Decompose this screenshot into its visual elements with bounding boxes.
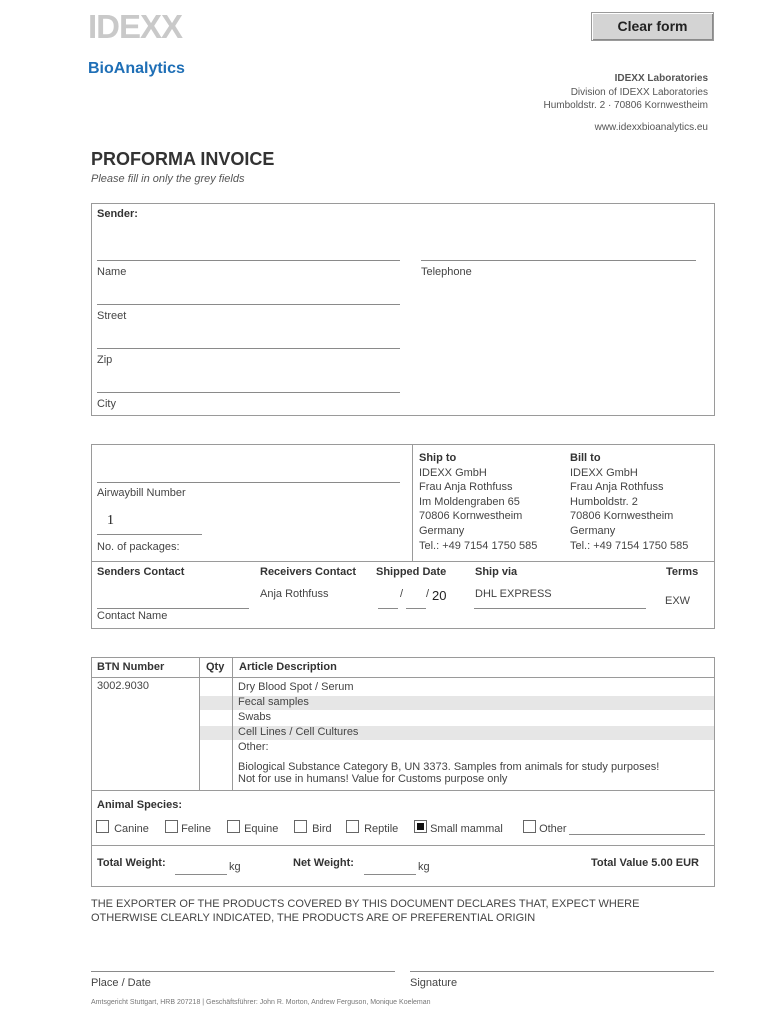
declaration-line: THE EXPORTER OF THE PRODUCTS COVERED BY THIS DOCUMENT DECLARES THAT, EXPECT WHERE [91, 898, 640, 910]
net-weight-input[interactable] [364, 856, 416, 875]
ship-to-line: Frau Anja Rothfuss [419, 481, 513, 494]
net-weight-unit: kg [418, 861, 430, 873]
bioanalytics-logo: BioAnalytics [88, 60, 185, 77]
legal-footer: Amtsgericht Stuttgart, HRB 207218 | Geschäftsführer: John R. Morton, Andrew Ferguson, Monique Koeleman [91, 999, 431, 1006]
reptile-checkbox[interactable] [346, 820, 359, 833]
sender-name-label: Name [97, 266, 127, 278]
shipped-date-year: 20 [432, 588, 447, 603]
airwaybill-label: Airwaybill Number [97, 487, 186, 499]
ship-to-heading: Ship to [419, 452, 457, 464]
btn-number-value: 3002.9030 [97, 680, 149, 692]
other-label: Other [539, 823, 567, 835]
total-weight-label: Total Weight: [97, 857, 166, 869]
small-mammal-label: Small mammal [430, 823, 503, 835]
terms-label: Terms [666, 566, 699, 578]
website-link[interactable]: www.idexxbioanalytics.eu [594, 122, 708, 133]
place-date-label: Place / Date [91, 977, 151, 989]
signature-input[interactable] [410, 953, 714, 972]
bill-to-block [570, 451, 688, 553]
airwaybill-input[interactable] [97, 462, 400, 483]
article-item [233, 696, 714, 710]
article-item-label: Other: [238, 741, 269, 753]
sender-street-input[interactable] [97, 284, 400, 305]
qty-header: Qty [206, 661, 225, 673]
sender-city-label: City [97, 398, 116, 410]
btn-number-header: BTN Number [97, 661, 165, 673]
article-item [233, 711, 714, 725]
sender-city-input[interactable] [97, 372, 400, 393]
senders-contact-input[interactable] [97, 588, 249, 609]
ship-via-value: DHL EXPRESS [475, 588, 552, 600]
bill-to-line: IDEXX GmbH [570, 466, 638, 479]
species-small-mammal[interactable] [414, 820, 503, 836]
company-name: IDEXX Laboratories [614, 73, 708, 84]
article-item [233, 726, 714, 740]
articles-header-divider [91, 677, 714, 678]
species-reptile[interactable] [346, 820, 398, 836]
company-address-block [543, 72, 708, 113]
article-description-header: Article Description [239, 661, 337, 673]
article-item-label: Fecal samples [238, 696, 309, 708]
reptile-label: Reptile [364, 823, 399, 835]
ship-to-line: Im Moldengraben 65 [419, 495, 520, 508]
company-division: Division of IDEXX Laboratories [570, 86, 708, 98]
bill-to-line: Frau Anja Rothfuss [570, 481, 664, 494]
bill-to-line: 70806 Kornwestheim [570, 510, 674, 523]
total-value: Total Value 5.00 EUR [591, 857, 700, 869]
page-title: PROFORMA INVOICE [91, 149, 275, 169]
ship-via-input[interactable] [474, 588, 646, 609]
equine-label: Equine [244, 823, 279, 835]
animal-species-label: Animal Species: [97, 799, 182, 811]
date-separator: / [400, 588, 404, 600]
receivers-contact-value: Anja Rothfuss [260, 588, 329, 600]
qty-cell[interactable] [200, 696, 232, 710]
sender-zip-label: Zip [97, 354, 113, 366]
species-canine[interactable] [96, 820, 149, 836]
feline-label: Feline [181, 823, 212, 835]
sender-telephone-input[interactable] [421, 240, 696, 261]
ship-to-line: Germany [419, 524, 465, 537]
canine-label: Canine [114, 823, 149, 835]
article-item [233, 681, 714, 695]
shipped-date-label: Shipped Date [376, 566, 447, 578]
packages-input[interactable] [97, 510, 202, 535]
other-checkbox[interactable] [523, 820, 536, 833]
article-item-label: Dry Blood Spot / Serum [238, 681, 354, 693]
place-date-input[interactable] [91, 953, 395, 972]
idexx-logo [88, 12, 230, 40]
article-item [233, 741, 714, 755]
senders-contact-label: Senders Contact [97, 566, 185, 578]
shipped-date-day-input[interactable] [378, 588, 398, 609]
clear-form-button[interactable]: Clear form [591, 12, 714, 41]
sender-zip-input[interactable] [97, 328, 400, 349]
sender-street-label: Street [97, 310, 127, 322]
packages-value: 1 [107, 513, 114, 528]
qty-cell[interactable] [200, 726, 232, 740]
sender-heading: Sender: [97, 208, 138, 220]
terms-value: EXW [665, 595, 691, 607]
bill-to-line: Germany [570, 524, 616, 537]
ship-to-line: Tel.: +49 7154 1750 585 [419, 539, 538, 552]
contact-name-label: Contact Name [97, 610, 168, 622]
bill-to-line: Humboldstr. 2 [570, 495, 638, 508]
species-bird[interactable] [294, 820, 332, 836]
customs-note-line: Biological Substance Category B, UN 3373. Samples from animals for study purposes! [238, 761, 660, 773]
small-mammal-checkbox[interactable] [414, 820, 427, 833]
sender-name-input[interactable] [97, 240, 400, 261]
species-equine[interactable] [227, 820, 278, 836]
bird-checkbox[interactable] [294, 820, 307, 833]
customs-note-line: Not for use in humans! Value for Customs purpose only [238, 773, 508, 785]
company-address: Humboldstr. 2 · 70806 Kornwestheim [543, 100, 708, 111]
article-item-label: Cell Lines / Cell Cultures [238, 726, 359, 738]
shipping-divider-vertical [412, 444, 413, 561]
shipping-divider-horizontal [91, 561, 714, 562]
bill-to-heading: Bill to [570, 452, 601, 464]
ship-to-line: 70806 Kornwestheim [419, 510, 523, 523]
qty-cell[interactable] [200, 711, 232, 725]
species-other[interactable] [523, 820, 567, 836]
article-item-label: Swabs [238, 711, 272, 723]
sender-telephone-label: Telephone [421, 266, 472, 278]
date-separator: / [426, 588, 430, 600]
species-divider [91, 790, 714, 791]
qty-cell[interactable] [200, 681, 232, 695]
packages-label: No. of packages: [97, 541, 180, 553]
logo-text: IDEXX [88, 12, 183, 40]
receivers-contact-label: Receivers Contact [260, 566, 356, 578]
signature-label: Signature [410, 977, 458, 989]
species-feline[interactable] [165, 820, 211, 836]
total-weight-input[interactable] [175, 856, 227, 875]
bill-to-line: Tel.: +49 7154 1750 585 [570, 539, 689, 552]
total-weight-unit: kg [229, 861, 241, 873]
equine-checkbox[interactable] [227, 820, 240, 833]
ship-to-block [419, 451, 537, 553]
ship-to-line: IDEXX GmbH [419, 466, 487, 479]
net-weight-label: Net Weight: [293, 857, 354, 869]
shipped-date-month-input[interactable] [406, 588, 426, 609]
declaration-line: OTHERWISE CLEARLY INDICATED, THE PRODUCTS ARE OF PREFERENTIAL ORIGIN [91, 912, 536, 924]
ship-via-label: Ship via [475, 566, 518, 578]
canine-checkbox[interactable] [96, 820, 109, 833]
bird-label: Bird [312, 823, 332, 835]
feline-checkbox[interactable] [165, 820, 178, 833]
weights-divider [91, 845, 714, 846]
other-species-input[interactable] [569, 820, 705, 835]
page-subtitle: Please fill in only the grey fields [91, 173, 245, 185]
